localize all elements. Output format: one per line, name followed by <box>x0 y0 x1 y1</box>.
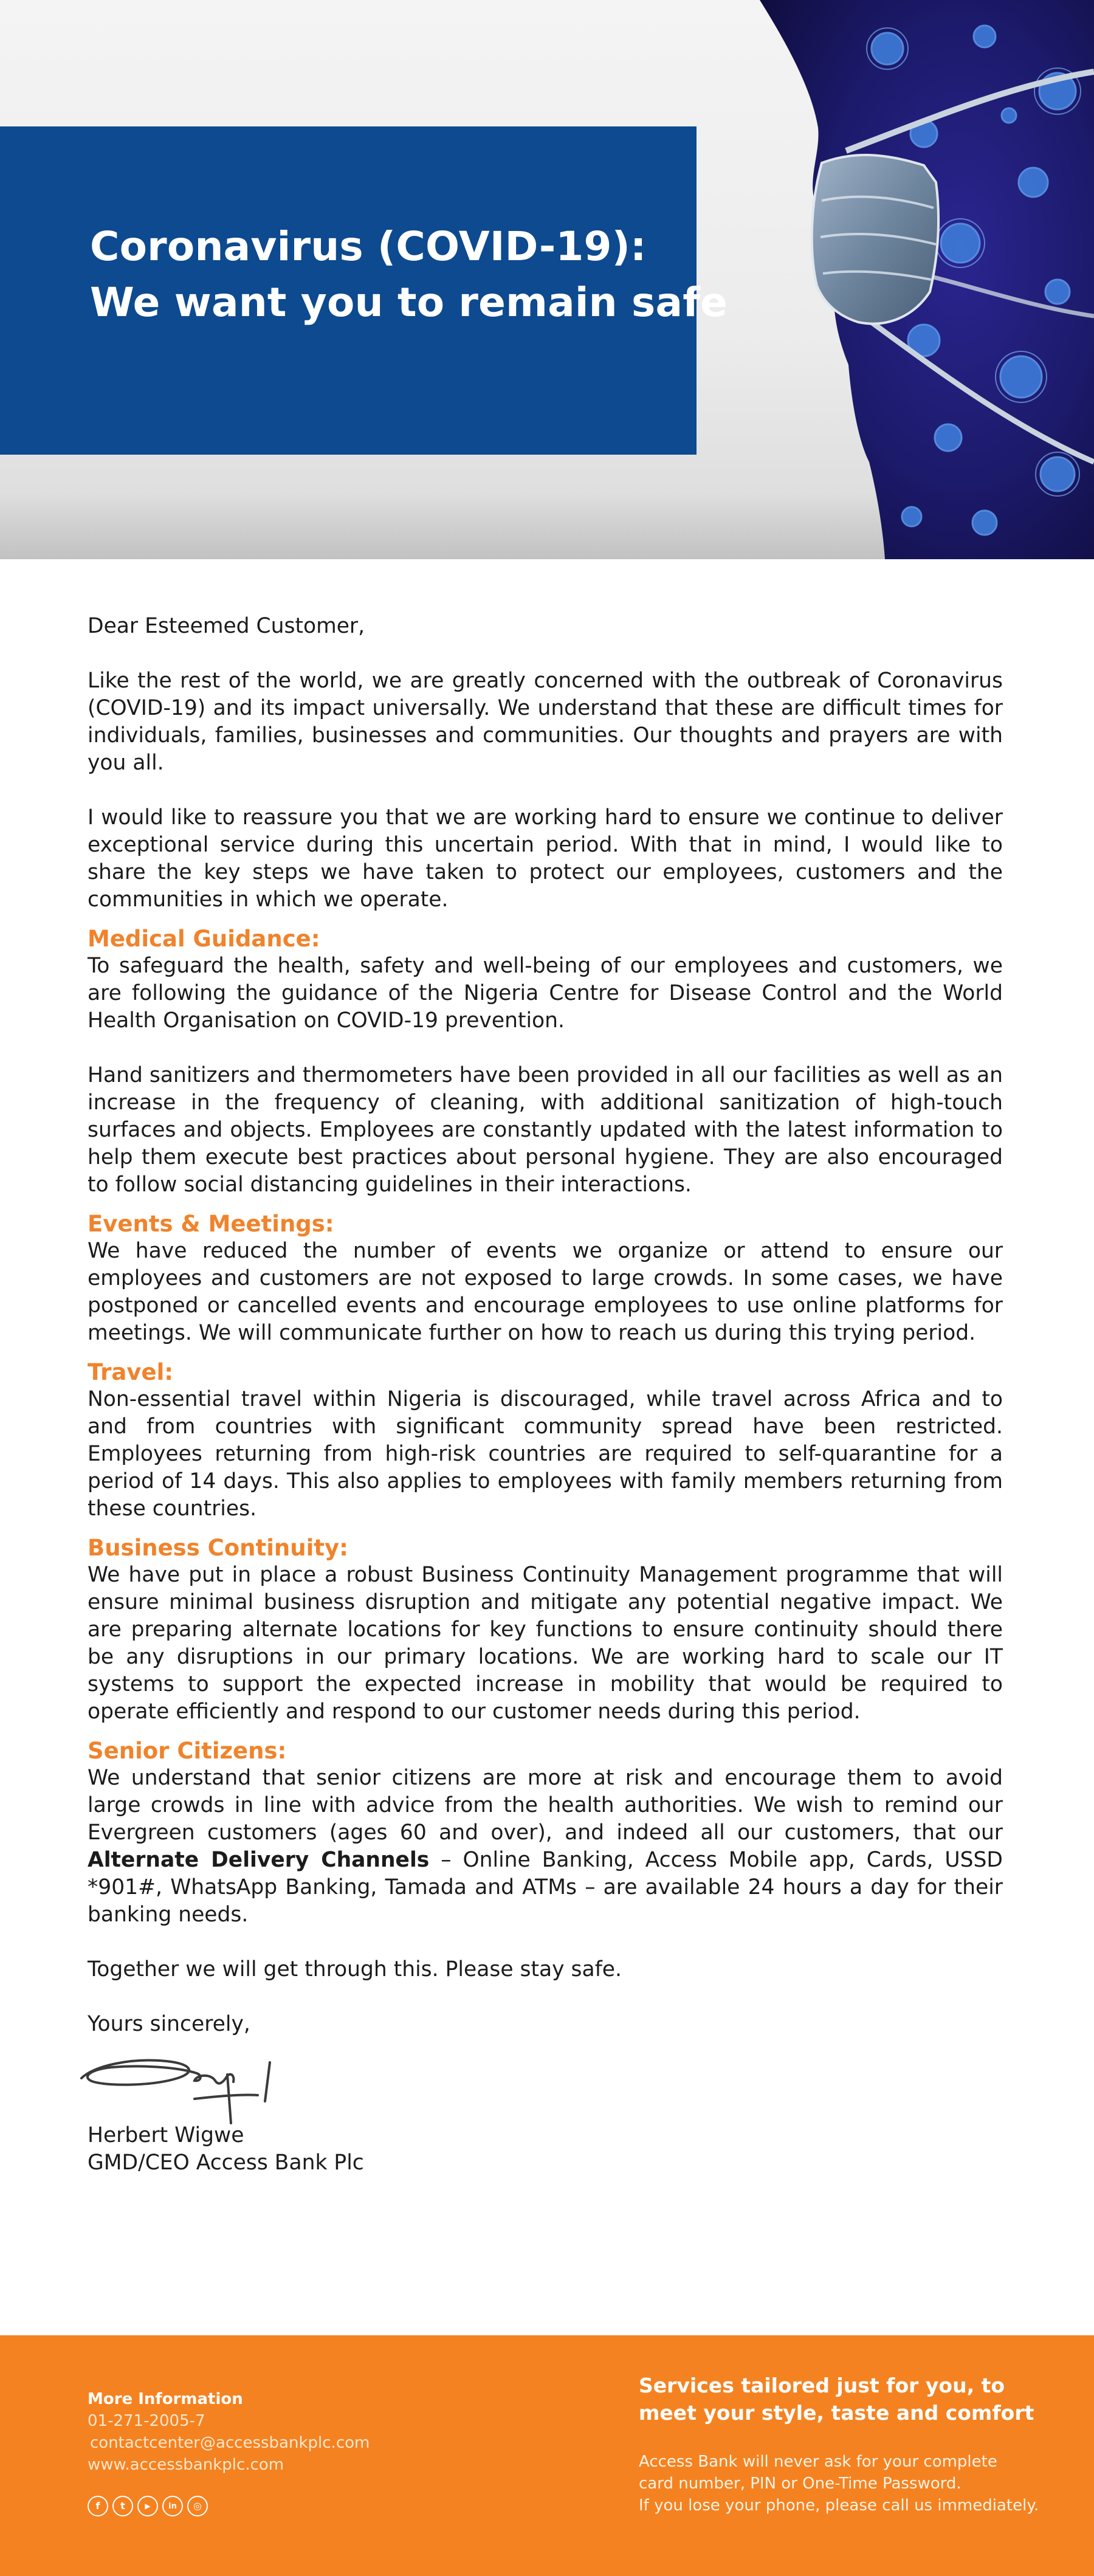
footer <box>0 2335 1094 2576</box>
intro-paragraph-2: I would like to reassure you that we are working hard to ensure we continue to deliver exceptional service during this uncertain period. With that in mind, I would like to share the key steps we have taken to protect our employees, customers and the communities in which we operate. <box>88 805 1003 912</box>
instagram-icon[interactable]: ◎ <box>187 2496 208 2516</box>
website-link[interactable]: www.accessbankplc.com <box>88 2456 284 2474</box>
signoff: Yours sincerely, <box>88 2012 250 2036</box>
closing-line: Together we will get through this. Please stay safe. <box>88 1957 622 1982</box>
social-links <box>88 2496 208 2516</box>
security-notice-line-3: If you lose your phone, please call us immediately. <box>639 2496 1039 2515</box>
section-heading-medical: Medical Guidance: <box>88 926 320 952</box>
medical-paragraph-1: To safeguard the health, safety and well-being of our employees and customers, we are following the guidance of the Nigeria Centre for Disease Control and the World Health Organisation on COVID-19 prevention. <box>88 954 1003 1033</box>
salutation: Dear Esteemed Customer, <box>88 614 365 638</box>
services-tagline: Services tailored just for you, to meet your style, taste and comfort <box>639 2374 1034 2425</box>
signer-name: Herbert Wigwe <box>88 2123 244 2147</box>
section-heading-travel: Travel: <box>88 1359 174 1385</box>
title-line-1: Coronavirus (COVID-19): <box>90 223 647 270</box>
email-link[interactable]: contactcenter@accessbankplc.com <box>90 2434 370 2452</box>
seniors-text-tail: – Online Banking, Access Mobile app, Cards, USSD *901#, WhatsApp Banking, Tamada and ATMs – are available 24 hours a day for their banking needs. <box>88 1848 1003 1927</box>
signature <box>75 2038 1003 2122</box>
linkedin-icon[interactable]: in <box>162 2496 183 2516</box>
security-notice-line-2: card number, PIN or One-Time Password. <box>639 2474 962 2493</box>
travel-paragraph: Non-essential travel within Nigeria is discouraged, while travel across Africa and to and from countries with significant community spread have been restricted. Employees returning from high-risk countries are required to self-quarantine for a period of 14 days. This also applies to employees with family members returning from these countries. <box>88 1387 1003 1521</box>
letter-body <box>88 613 1003 2177</box>
alternate-channels-emphasis: Alternate Delivery Channels <box>88 1848 430 1872</box>
security-notice-line-1: Access Bank will never ask for your complete <box>639 2453 997 2471</box>
seniors-paragraph <box>88 1765 1003 1929</box>
continuity-paragraph: We have put in place a robust Business Continuity Management programme that will ensure minimal business disruption and mitigate any potential negative impact. We are preparing alternate locations for key functions to ensure continuity should there be any disruptions in our primary locations. We are working hard to scale our IT systems to support the expected increase in mobility that would be required to operate efficiently and respond to our customer needs during this period. <box>88 1563 1003 1724</box>
phone-number[interactable]: 01-271-2005-7 <box>88 2412 205 2430</box>
medical-paragraph-2: Hand sanitizers and thermometers have been provided in all our facilities as well as an increase in the frequency of cleaning, with additional sanitization of high-touch surfaces and objects. Employees are constantly updated with the latest information to help them execute best practices about personal hygiene. They are also encouraged to follow social distancing guidelines in their interactions. <box>88 1063 1003 1197</box>
section-heading-events: Events & Meetings: <box>88 1211 334 1237</box>
page-title <box>90 219 728 331</box>
intro-paragraph-1: Like the rest of the world, we are greatly concerned with the outbreak of Coronavirus (COVID-19) and its impact universally. We understand that these are difficult times for individuals, families, businesses and communities. Our thoughts and prayers are with you all. <box>88 669 1003 775</box>
signer-title: GMD/CEO Access Bank Plc <box>88 2151 364 2175</box>
seniors-text: We understand that senior citizens are more at risk and encourage them to avoid large crowds in line with advice from the health authorities. We wish to remind our Evergreen customers (ages 60 and over), and indeed all our customers, that our <box>88 1766 1003 1845</box>
section-heading-seniors: Senior Citizens: <box>88 1738 287 1764</box>
youtube-icon[interactable]: ▶ <box>137 2496 158 2516</box>
hero-banner <box>0 0 1094 559</box>
masked-face-illustration <box>669 0 1094 559</box>
title-line-2: We want you to remain safe <box>90 279 728 326</box>
section-heading-continuity: Business Continuity: <box>88 1535 348 1561</box>
facebook-icon[interactable]: f <box>88 2496 108 2516</box>
twitter-icon[interactable]: t <box>112 2496 133 2516</box>
more-info-title: More Information <box>88 2390 243 2408</box>
events-paragraph: We have reduced the number of events we organize or attend to ensure our employees and customers are not exposed to large crowds. In some cases, we have postponed or cancelled events and encourage employees to use online platforms for meetings. We will communicate further on how to reach us during this trying period. <box>88 1239 1003 1345</box>
